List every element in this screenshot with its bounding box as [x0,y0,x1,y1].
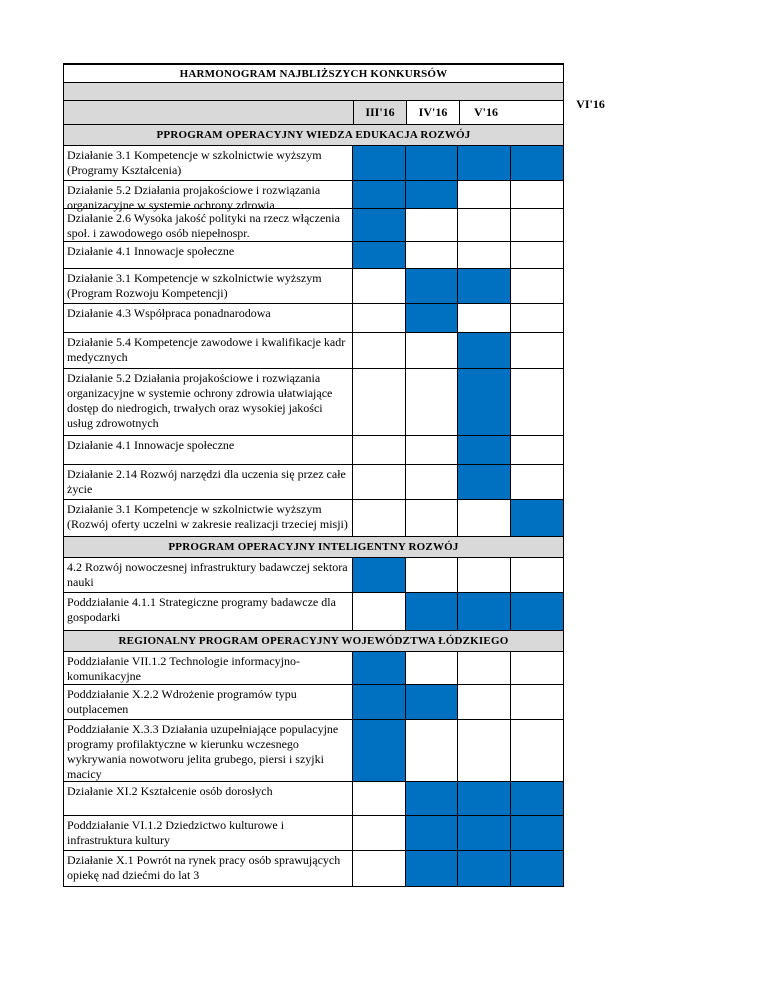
empty-month-cell [405,720,458,781]
active-month-cell [405,782,458,815]
table-row [63,333,564,369]
header-label-blank [64,101,353,124]
empty-month-cell [510,720,563,781]
row-label: Działanie 3.1 Kompetencje w szkolnictwie wyższym (Programy Kształcenia) [67,148,322,177]
empty-month-cell [352,593,405,630]
empty-month-cell [510,369,563,435]
active-month-cell [510,146,563,180]
empty-month-cell [510,333,563,368]
empty-month-cell [405,558,458,592]
active-month-cell [352,209,405,241]
empty-month-cell [510,652,563,684]
row-label: Działanie 4.3 Współpraca ponadnarodowa [67,306,271,320]
table-row [63,500,564,537]
table-row [63,851,564,887]
section-title: PPROGRAM OPERACYJNY WIEDZA EDUKACJA ROZWÓJ [63,125,564,146]
row-label: Działanie 2.14 Rozwój narzędzi dla uczenia się przez całe życie [67,467,346,496]
table-row [63,465,564,500]
month-header-row [63,101,564,125]
table-row [63,242,564,269]
active-month-cell [352,558,405,592]
empty-month-cell [405,652,458,684]
active-month-cell [457,851,510,886]
table-row [63,209,564,242]
empty-month-cell [352,782,405,815]
empty-month-cell [510,436,563,464]
row-label: Działanie 5.2 Działania projakościowe i rozwiązania organizacyjne w systemie ochrony zdrowia [67,183,321,212]
table-row [63,558,564,593]
empty-month-cell [352,436,405,464]
empty-month-cell [405,500,458,536]
row-label: Działanie 5.4 Kompetencje zawodowe i kwalifikacje kadr medycznych [67,335,346,364]
row-label: Poddziałanie X.3.3 Działania uzupełniające populacyjne programy profilaktyczne w kierunku wczesnego wykrywania nowotworu jelita grubego, piersi i szyjki macicy [67,722,339,781]
empty-month-cell [457,181,510,208]
empty-month-cell [457,209,510,241]
empty-month-cell [405,242,458,268]
section-title: REGIONALNY PROGRAM OPERACYJNY WOJEWÓDZTWA ŁÓDZKIEGO [63,631,564,652]
empty-month-cell [510,209,563,241]
empty-month-cell [352,465,405,499]
header-spacer [63,83,564,101]
empty-month-cell [352,500,405,536]
table-row [63,685,564,720]
active-month-cell [457,269,510,303]
empty-month-cell [405,465,458,499]
empty-month-cell [457,652,510,684]
active-month-cell [510,851,563,886]
active-month-cell [352,685,405,719]
schedule-table [63,63,564,887]
table-row [63,816,564,851]
empty-month-cell [352,369,405,435]
table-row [63,720,564,782]
empty-month-cell [352,304,405,332]
empty-month-cell [457,720,510,781]
row-label: Poddziałanie 4.1.1 Strategiczne programy badawcze dla gospodarki [67,595,336,624]
active-month-cell [405,304,458,332]
active-month-cell [457,782,510,815]
row-label: Działanie 5.2 Działania projakościowe i rozwiązania organizacyjne w systemie ochrony zdrowia ułatwiające dostęp do niedrogich, trwałych oraz wysokiej jakości usług zdrowotnych [67,371,333,430]
empty-month-cell [510,269,563,303]
table-row [63,593,564,631]
empty-month-cell [510,558,563,592]
active-month-cell [405,269,458,303]
active-month-cell [352,720,405,781]
table-row [63,181,564,212]
table-row [63,652,564,685]
row-label: Działanie 3.1 Kompetencje w szkolnictwie wyższym (Rozwój oferty uczelni w zakresie realizacji trzeciej misji) [67,502,348,531]
month-header: VI'16 [576,97,605,111]
empty-month-cell [352,816,405,850]
active-month-cell [352,242,405,268]
active-month-cell [405,146,458,180]
empty-month-cell [510,181,563,208]
empty-month-cell [405,436,458,464]
active-month-cell [510,816,563,850]
empty-month-cell [510,465,563,499]
active-month-cell [510,500,563,536]
active-month-cell [405,181,458,208]
table-row [63,304,564,333]
empty-month-cell [510,685,563,719]
table-row [63,269,564,304]
section-title: PPROGRAM OPERACYJNY INTELIGENTNY ROZWÓJ [63,537,564,558]
empty-month-cell [457,500,510,536]
active-month-cell [457,333,510,368]
month-header: III'16 [353,101,406,124]
empty-month-cell [510,304,563,332]
row-label: Działanie 3.1 Kompetencje w szkolnictwie wyższym (Program Rozwoju Kompetencji) [67,271,322,300]
month-header: IV'16 [406,101,459,124]
row-label: Działanie 4.1 Innowacje społeczne [67,438,235,452]
table-row [63,436,564,465]
row-label: Działanie 4.1 Innowacje społeczne [67,244,235,258]
active-month-cell [457,369,510,435]
empty-month-cell [457,558,510,592]
row-label: Poddziałanie X.2.2 Wdrożenie programów typu outplacemen [67,687,297,716]
active-month-cell [457,465,510,499]
active-month-cell [405,851,458,886]
active-month-cell [457,816,510,850]
empty-month-cell [510,242,563,268]
empty-month-cell [405,333,458,368]
row-label: Poddziałanie VI.1.2 Dziedzictwo kulturowe i infrastruktura kultury [67,818,285,847]
empty-month-cell [457,242,510,268]
active-month-cell [405,593,458,630]
active-month-cell [457,436,510,464]
row-label: 4.2 Rozwój nowoczesnej infrastruktury badawczej sektora nauki [67,560,348,589]
empty-month-cell [405,209,458,241]
empty-month-cell [352,851,405,886]
row-label: Działanie X.1 Powrót na rynek pracy osób sprawujących opiekę nad dziećmi do lat 3 [67,853,341,882]
table-title: HARMONOGRAM NAJBLIŻSZYCH KONKURSÓW [63,63,564,83]
active-month-cell [510,593,563,630]
active-month-cell [457,593,510,630]
active-month-cell [352,652,405,684]
empty-month-cell [457,685,510,719]
active-month-cell [457,146,510,180]
month-header: V'16 [459,101,512,124]
row-label: Działanie XI.2 Kształcenie osób dorosłych [67,784,273,798]
active-month-cell [405,685,458,719]
empty-month-cell [457,304,510,332]
table-row [63,782,564,816]
active-month-cell [352,181,405,208]
table-row [63,146,564,181]
row-label: Działanie 2.6 Wysoka jakość polityki na rzecz włączenia społ. i zawodowego osób niepełnospr. [67,211,340,240]
empty-month-cell [352,269,405,303]
active-month-cell [405,816,458,850]
empty-month-cell [352,333,405,368]
row-label: Poddziałanie VII.1.2 Technologie informacyjno-komunikacyjne [67,654,300,683]
empty-month-cell [405,369,458,435]
active-month-cell [352,146,405,180]
table-row [63,369,564,436]
active-month-cell [510,782,563,815]
